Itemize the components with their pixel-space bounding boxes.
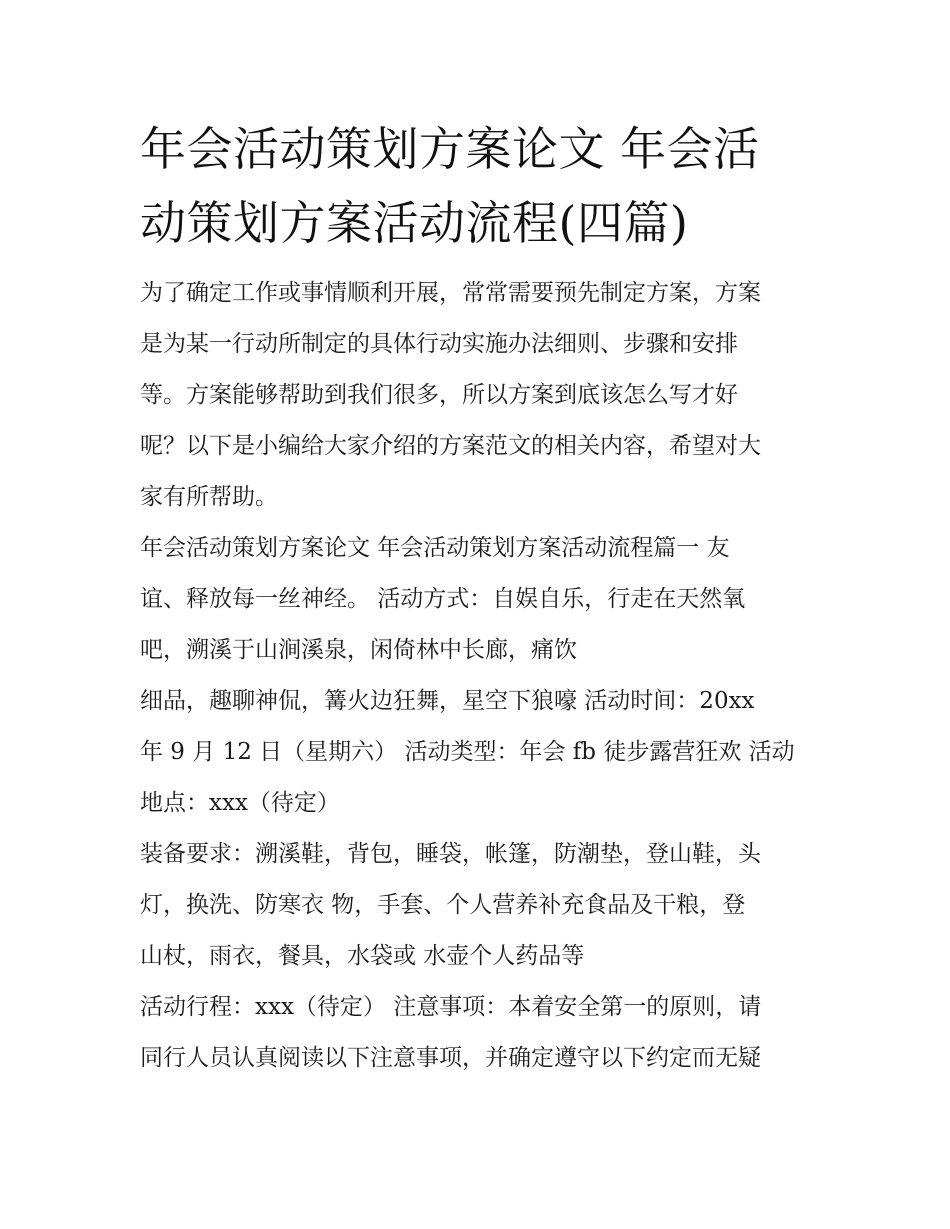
text-line: 地点：xxx（待定） bbox=[140, 790, 340, 816]
text-line: 装备要求：溯溪鞋，背包，睡袋，帐篷，防潮垫，登山鞋，头 bbox=[140, 841, 761, 867]
title-line: 年会活动策划方案论文 年会活 bbox=[140, 122, 760, 176]
text-line: 年会活动策划方案论文 年会活动策划方案活动流程篇一 友 bbox=[140, 535, 730, 561]
text-line: 等。方案能够帮助到我们很多，所以方案到底该怎么写才好 bbox=[140, 382, 738, 408]
text-line: 年 9 月 12 日（星期六） 活动类型：年会 fb 徒步露营狂欢 活动 bbox=[140, 739, 795, 765]
text-line: 活动行程：xxx（待定） 注意事项：本着安全第一的原则，请 bbox=[140, 994, 762, 1020]
text-line: 灯，换洗、防寒衣 物，手套、个人营养补充食品及干粮，登 bbox=[140, 892, 746, 918]
text-line: 呢？以下是小编给大家介绍的方案范文的相关内容，希望对大 bbox=[140, 433, 761, 459]
text-line: 细品，趣聊神侃，篝火边狂舞，星空下狼嚎 活动时间：20xx bbox=[140, 688, 755, 714]
text-line: 是为某一行动所制定的具体行动实施办法细则、步骤和安排 bbox=[140, 331, 738, 357]
intro-paragraph bbox=[140, 268, 820, 523]
document-body bbox=[140, 268, 820, 1084]
text-line: 谊、释放每一丝神经。 活动方式：自娱自乐，行走在天然氧 bbox=[140, 586, 746, 612]
text-line: 家有所帮助。 bbox=[140, 484, 278, 510]
document-page bbox=[140, 112, 820, 1084]
text-line: 山杖，雨衣，餐具，水袋或 水壶个人药品等 bbox=[140, 943, 585, 969]
text-line: 同行人员认真阅读以下注意事项，并确定遵守以下约定而无疑 bbox=[140, 1045, 761, 1071]
activity-info-paragraph bbox=[140, 523, 820, 829]
text-line: 为了确定工作或事情顺利开展，常常需要预先制定方案，方案 bbox=[140, 280, 761, 306]
title-line: 动策划方案活动流程(四篇) bbox=[140, 196, 689, 250]
text-line: 吧，溯溪于山涧溪泉，闲倚林中长廊，痛饮 bbox=[140, 637, 577, 663]
equipment-paragraph bbox=[140, 829, 820, 982]
document-title bbox=[140, 112, 820, 260]
itinerary-paragraph bbox=[140, 982, 820, 1084]
